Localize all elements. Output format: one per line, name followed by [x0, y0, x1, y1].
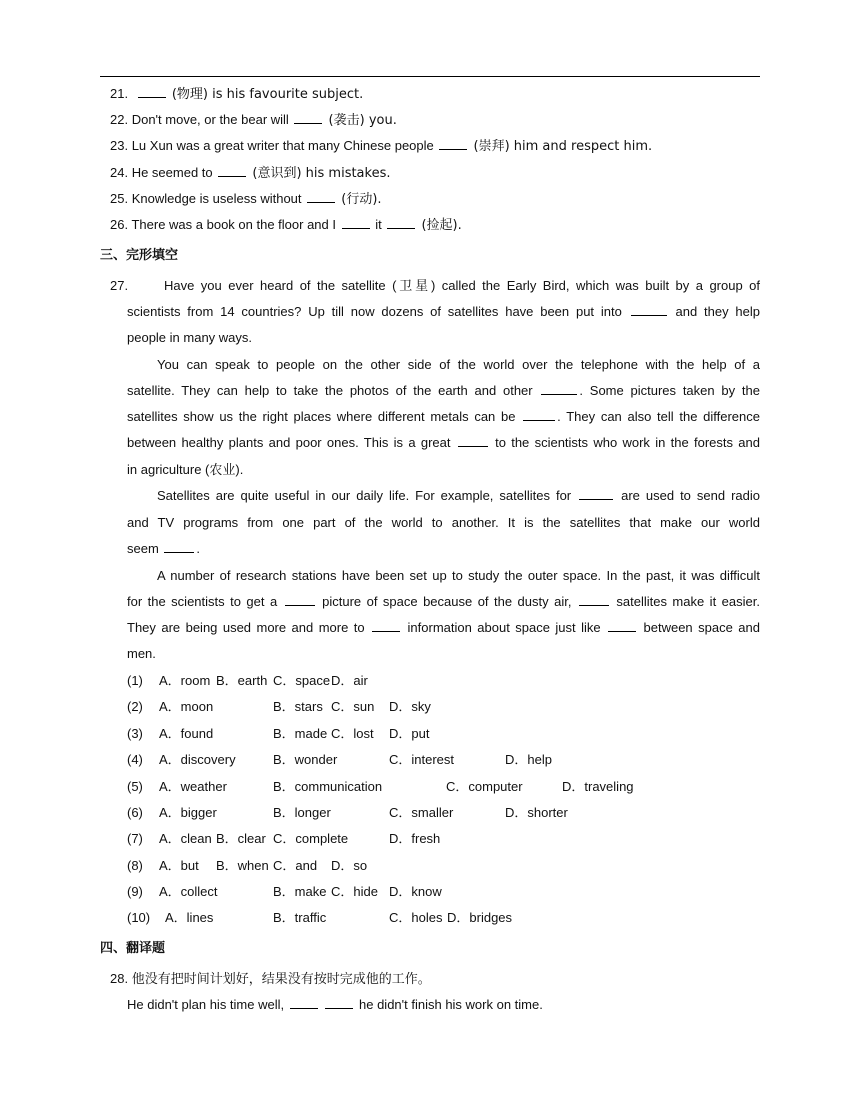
option-a[interactable]: A．room [159, 673, 211, 688]
answer-blank[interactable] [523, 408, 555, 421]
answer-blank[interactable] [372, 619, 400, 632]
answer-blank[interactable] [290, 996, 318, 1009]
passage-line: satellite. They can help to take the photos of the earth and other . Some pictures taken by the [127, 383, 760, 398]
question-number: 25. [110, 191, 129, 206]
answer-blank[interactable] [218, 164, 246, 177]
answer-blank[interactable] [138, 85, 166, 98]
option-b[interactable]: B．earth [216, 673, 268, 688]
question-21 [110, 85, 363, 104]
section-title-cloze: 三、完形填空 [100, 247, 179, 262]
answer-blank[interactable] [631, 303, 667, 316]
option-d[interactable]: D．traveling [562, 779, 634, 794]
question-text: (捡起). [417, 218, 462, 233]
option-c[interactable]: C．and [273, 858, 318, 873]
question-text: There was a book on the floor and I [131, 217, 340, 232]
passage-line: for the scientists to get a picture of space because of the dusty air, satellites make it easier. [127, 594, 760, 609]
question-number: 27. [110, 278, 129, 293]
answer-blank[interactable] [579, 593, 609, 606]
option-number: (10) [127, 910, 151, 925]
option-b[interactable]: B．stars [273, 699, 323, 714]
option-number: (4) [127, 752, 143, 767]
option-c[interactable]: C．lost [331, 726, 374, 741]
answer-blank[interactable] [458, 434, 488, 447]
option-a[interactable]: A．lines [165, 910, 214, 925]
option-c[interactable]: C．computer [446, 779, 523, 794]
answer-blank[interactable] [307, 190, 335, 203]
question-26 [110, 216, 462, 235]
question-number: 24. [110, 165, 129, 180]
option-c[interactable]: C．interest [389, 752, 455, 767]
option-c[interactable]: C．sun [331, 699, 375, 714]
passage-line: Satellites are quite useful in our daily life. For example, satellites for are used to send radio [157, 488, 760, 503]
answer-blank[interactable] [439, 137, 467, 150]
question-text: (崇拜) him and respect him. [469, 139, 653, 154]
option-a[interactable]: A．bigger [159, 805, 217, 820]
answer-blank[interactable] [608, 619, 636, 632]
option-c[interactable]: C．complete [273, 831, 349, 846]
passage-line: between healthy plants and poor ones. This is a great to the scientists who work in the forests and [127, 435, 760, 450]
question-28 [110, 970, 431, 989]
question-25 [110, 190, 382, 209]
passage-line: satellites show us the right places where different metals can be . They can also tell the difference [127, 409, 760, 424]
question-text: it [371, 217, 386, 232]
answer-blank[interactable] [294, 111, 322, 124]
option-c[interactable]: C．smaller [389, 805, 454, 820]
section-title-translation: 四、翻译题 [100, 940, 166, 955]
question-text: Don't move, or the bear will [131, 112, 293, 127]
question-text: (袭击) you. [324, 113, 397, 128]
answer-blank[interactable] [342, 216, 370, 229]
question-text: (行动). [337, 192, 382, 207]
option-a[interactable]: A．found [159, 726, 214, 741]
question-text: He seemed to [131, 165, 217, 180]
option-c[interactable]: C．space [273, 673, 331, 688]
option-d[interactable]: D．bridges [447, 910, 513, 925]
question-text: Lu Xun was a great writer that many Chinese people [131, 138, 438, 153]
question-text: (意识到) his mistakes. [248, 166, 391, 181]
passage-line: people in many ways. [127, 330, 253, 345]
option-d[interactable]: D．know [389, 884, 442, 899]
passage-line: scientists from 14 countries? Up till now dozens of satellites have been put into and they help [127, 304, 760, 319]
option-number: (1) [127, 673, 143, 688]
question-number: 26. [110, 217, 129, 232]
option-d[interactable]: D．help [505, 752, 552, 767]
passage-line: They are being used more and more to information about space just like between space and [127, 620, 760, 635]
header-rule [100, 76, 760, 77]
question-24 [110, 164, 391, 183]
option-b[interactable]: B．longer [273, 805, 331, 820]
option-d[interactable]: D．so [331, 858, 368, 873]
option-number: (6) [127, 805, 143, 820]
option-d[interactable]: D．fresh [389, 831, 441, 846]
option-b[interactable]: B．traffic [273, 910, 327, 925]
option-number: (2) [127, 699, 143, 714]
option-d[interactable]: D．sky [389, 699, 431, 714]
passage-line: You can speak to people on the other side of the world over the telephone with the help of a [157, 357, 760, 372]
option-a[interactable]: A．collect [159, 884, 218, 899]
option-number: (7) [127, 831, 143, 846]
answer-blank[interactable] [387, 216, 415, 229]
passage-line: seem . [127, 541, 201, 556]
question-number: 22. [110, 112, 129, 127]
passage-line: and TV programs from one part of the world to another. It is the satellites that make our world [127, 515, 760, 530]
question-number: 28. [110, 971, 129, 986]
option-a[interactable]: A．moon [159, 699, 214, 714]
answer-blank[interactable] [579, 487, 613, 500]
question-22 [110, 111, 397, 130]
answer-blank[interactable] [164, 540, 194, 553]
answer-blank[interactable] [325, 996, 353, 1009]
option-a[interactable]: A．clean [159, 831, 212, 846]
option-d[interactable]: D．shorter [505, 805, 568, 820]
option-b[interactable]: B．when [216, 858, 269, 873]
passage-line: Have you ever heard of the satellite (卫星) called the Early Bird, which was built by a group of [164, 278, 760, 293]
option-number: (8) [127, 858, 143, 873]
option-number: (5) [127, 779, 143, 794]
option-a[interactable]: A．discovery [159, 752, 236, 767]
option-b[interactable]: B．communication [273, 779, 383, 794]
option-number: (3) [127, 726, 143, 741]
question-23 [110, 137, 652, 156]
option-c[interactable]: C．hide [331, 884, 378, 899]
option-d[interactable]: D．air [331, 673, 368, 688]
translation-sentence: He didn't plan his time well, he didn't finish his work on time. [127, 997, 543, 1012]
option-a[interactable]: A．weather [159, 779, 227, 794]
option-number: (9) [127, 884, 143, 899]
answer-blank[interactable] [541, 382, 577, 395]
option-b[interactable]: B．wonder [273, 752, 338, 767]
question-text: (物理) is his favourite subject. [167, 87, 364, 102]
option-b[interactable]: B．clear [216, 831, 266, 846]
question-number: 21. [110, 86, 129, 101]
passage-line: men. [127, 646, 156, 661]
passage-line: in agriculture (农业). [127, 462, 244, 477]
option-d[interactable]: D．put [389, 726, 430, 741]
option-b[interactable]: B．made [273, 726, 328, 741]
passage-line: A number of research stations have been set up to study the outer space. In the past, it was difficult [157, 568, 760, 583]
question-number: 23. [110, 138, 129, 153]
answer-blank[interactable] [285, 593, 315, 606]
question-text: Knowledge is useless without [131, 191, 306, 206]
option-c[interactable]: C．holes [389, 910, 443, 925]
option-b[interactable]: B．make [273, 884, 327, 899]
option-a[interactable]: A．but [159, 858, 199, 873]
chinese-sentence: 他没有把时间计划好，结果没有按时完成他的工作。 [131, 972, 431, 987]
